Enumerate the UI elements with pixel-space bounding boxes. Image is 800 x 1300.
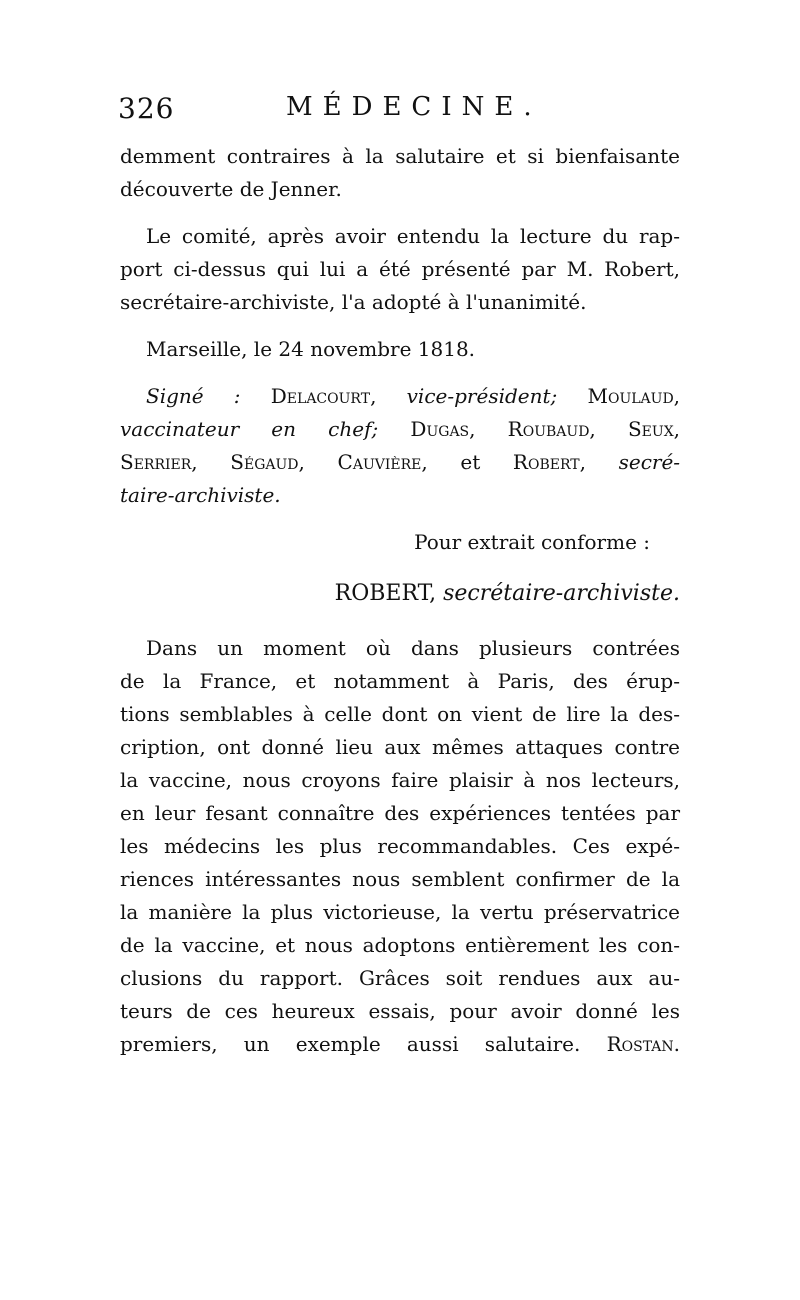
date-line: Marseille, le 24 novembre 1818. bbox=[146, 337, 476, 361]
closing-text: premiers, un exemple aussi salutaire. bbox=[120, 1032, 581, 1056]
role-secretary-part2: taire-archiviste. bbox=[120, 483, 281, 507]
signed-label: Signé : bbox=[146, 384, 241, 408]
page-header bbox=[118, 92, 678, 132]
signature-line bbox=[120, 577, 680, 610]
name-moulaud: Moulaud, bbox=[587, 384, 681, 408]
paragraph-date bbox=[120, 333, 680, 366]
extract-line: Pour extrait conforme : bbox=[414, 530, 650, 554]
text-line: de la vaccine, et nous adoptons entièrement les con- bbox=[120, 933, 680, 957]
running-title: MÉDECINE. bbox=[286, 92, 542, 122]
text-line: en leur fesant connaître des expériences tentées par bbox=[120, 801, 680, 825]
signature-title: secrétaire-archiviste. bbox=[443, 581, 680, 606]
text-line: la vaccine, nous croyons faire plaisir à nos lecteurs, bbox=[120, 768, 680, 792]
text-line: tions semblables à celle dont on vient de lire la des- bbox=[120, 702, 680, 726]
extract-block bbox=[120, 526, 680, 610]
text-line: Dans un moment où dans plusieurs contrées bbox=[146, 636, 680, 660]
name-seux: Seux, bbox=[627, 417, 681, 441]
text-line: Signé : Delacourt, vice-président; Moulaud, bbox=[146, 384, 681, 408]
paragraph-continuation bbox=[120, 140, 680, 206]
text-line: découverte de Jenner. bbox=[120, 177, 342, 201]
text-line bbox=[120, 446, 680, 479]
text-line: teurs de ces heureux essais, pour avoir donné les bbox=[120, 999, 680, 1023]
text-line: port ci-dessus qui lui a été présenté par M. Robert, bbox=[120, 257, 680, 281]
role-vice-president: vice-président; bbox=[406, 384, 558, 408]
author-name: Rostan. bbox=[606, 1032, 681, 1056]
paragraph-committee bbox=[120, 220, 680, 319]
text-line: cription, ont donné lieu aux mêmes attaques contre bbox=[120, 735, 680, 759]
text-line: riences intéressantes nous semblent confirmer de la bbox=[120, 867, 680, 891]
paragraph-signatures bbox=[120, 380, 680, 512]
text-line: secrétaire-archiviste, l'a adopté à l'unanimité. bbox=[120, 290, 587, 314]
name-cauviere: Cauvière, bbox=[337, 450, 428, 474]
name-dugas: Dugas, bbox=[410, 417, 476, 441]
name-robert: Robert, bbox=[512, 450, 586, 474]
text-line: demment contraires à la salutaire et si bienfaisante bbox=[120, 144, 680, 168]
text-line bbox=[120, 479, 680, 512]
name-roubaud: Roubaud, bbox=[507, 417, 596, 441]
conjunction: et bbox=[460, 450, 481, 474]
body-text bbox=[120, 140, 680, 1075]
text-line: de la France, et notamment à Paris, des érup- bbox=[120, 669, 680, 693]
page-number: 326 bbox=[118, 92, 175, 125]
text-line bbox=[120, 413, 680, 446]
text-line: clusions du rapport. Grâces soit rendues aux au- bbox=[120, 966, 680, 990]
text-line: la manière la plus victorieuse, la vertu préservatrice bbox=[120, 900, 680, 924]
signature-name: ROBERT, bbox=[334, 581, 437, 606]
name-serrier: Serrier, bbox=[120, 450, 198, 474]
text-line bbox=[120, 1028, 680, 1061]
paragraph-editorial bbox=[120, 632, 680, 1061]
name-segaud: Ségaud, bbox=[230, 450, 305, 474]
text-line: Le comité, après avoir entendu la lecture du rap- bbox=[146, 224, 680, 248]
role-vaccinator: vaccinateur en chef; bbox=[120, 417, 379, 441]
name-delacourt: Delacourt bbox=[270, 384, 371, 408]
text-line: les médecins les plus recommandables. Ces expé- bbox=[120, 834, 680, 858]
role-secretary-part1: secré- bbox=[618, 450, 681, 474]
